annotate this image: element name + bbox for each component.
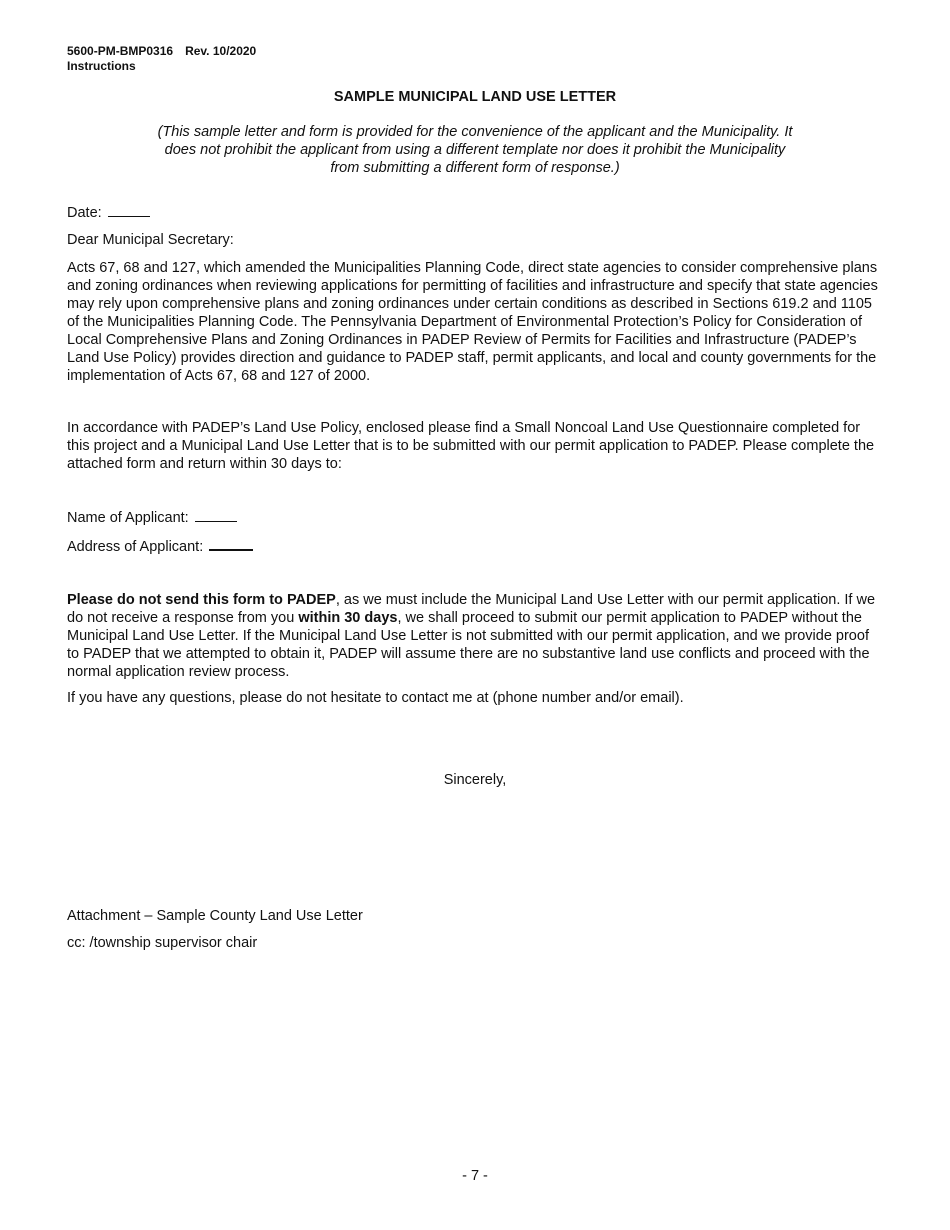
salutation: Dear Municipal Secretary:	[67, 232, 234, 248]
date-field[interactable]	[108, 204, 150, 217]
paragraph-acts: Acts 67, 68 and 127, which amended the Municipalities Planning Code, direct state agencies to consider comprehensive plans and zoning ordinances when reviewing applications for permitting of facilities and infrastructure and specify that state agencies may rely upon comprehensive plans and zoning ordinances under certain conditions as described in Sections 619.2 and 1105 of the Municipalities Planning Code. The Pennsylvania Department of Environmental Protection’s Policy for Consideration of Local Comprehensive Plans and Zoning Ordinances in PADEP Review of Permits for Facilities and Infrastructure (PADEP’s Land Use Policy) provides direction and guidance to PADEP staff, permit applicants, and local and county governments for the implementation of Acts 67, 68 and 127 of 2000.	[67, 260, 878, 384]
paragraph-land-use-policy: In accordance with PADEP’s Land Use Policy, enclosed please find a Small Noncoal Land Use Questionnaire completed for this project and a Municipal Land Use Letter that is to be submitted with our permit application to PADEP. Please complete the attached form and return within 30 days to:	[67, 420, 875, 472]
disclaimer-text: (This sample letter and form is provided for the convenience of the applicant and the Municipality. It does not prohibit the applicant from using a different template nor does it prohibit the Municipality from submitting a different form of response.)	[157, 124, 793, 176]
form-header	[67, 44, 256, 74]
applicant-address-row	[67, 537, 253, 556]
page-number: - 7 -	[462, 1168, 488, 1184]
cc-line: cc: /township supervisor chair	[67, 935, 258, 951]
paragraph-text-b: , we shall proceed to submit our permit application to PADEP without the Municipal Land Use Letter. If the Municipal Land Use Letter is not submitted with our permit application, and we provide proof to PADEP that we attempted to obtain it, PADEP will assume there are no substantive land use conflicts and proceed with the normal application review process.	[67, 610, 870, 680]
applicant-name-field[interactable]	[195, 509, 237, 522]
paragraph-instructions	[67, 591, 883, 681]
contact-line: If you have any questions, please do not hesitate to contact me at (phone number and/or email).	[67, 690, 684, 706]
deadline-emphasis: within 30 days	[298, 610, 398, 626]
applicant-name-row	[67, 509, 237, 527]
date-label: Date:	[67, 205, 102, 221]
closing: Sincerely,	[443, 772, 507, 788]
attachment-line: Attachment – Sample County Land Use Letter	[67, 908, 363, 924]
paragraph-text-a: , as we must include the Municipal Land Use Letter with our permit application. If we do not receive a response from you	[67, 592, 876, 626]
section-label: Instructions	[67, 59, 136, 73]
page-title: SAMPLE MUNICIPAL LAND USE LETTER	[333, 89, 617, 105]
date-row	[67, 204, 150, 222]
form-code: 5600-PM-BMP0316	[67, 44, 174, 58]
revision-date: Rev. 10/2020	[185, 44, 257, 58]
applicant-name-label: Name of Applicant:	[67, 510, 189, 526]
do-not-send-warning: Please do not send this form to PADEP	[67, 592, 336, 608]
applicant-address-label: Address of Applicant:	[67, 539, 204, 555]
applicant-address-field[interactable]	[209, 537, 253, 551]
